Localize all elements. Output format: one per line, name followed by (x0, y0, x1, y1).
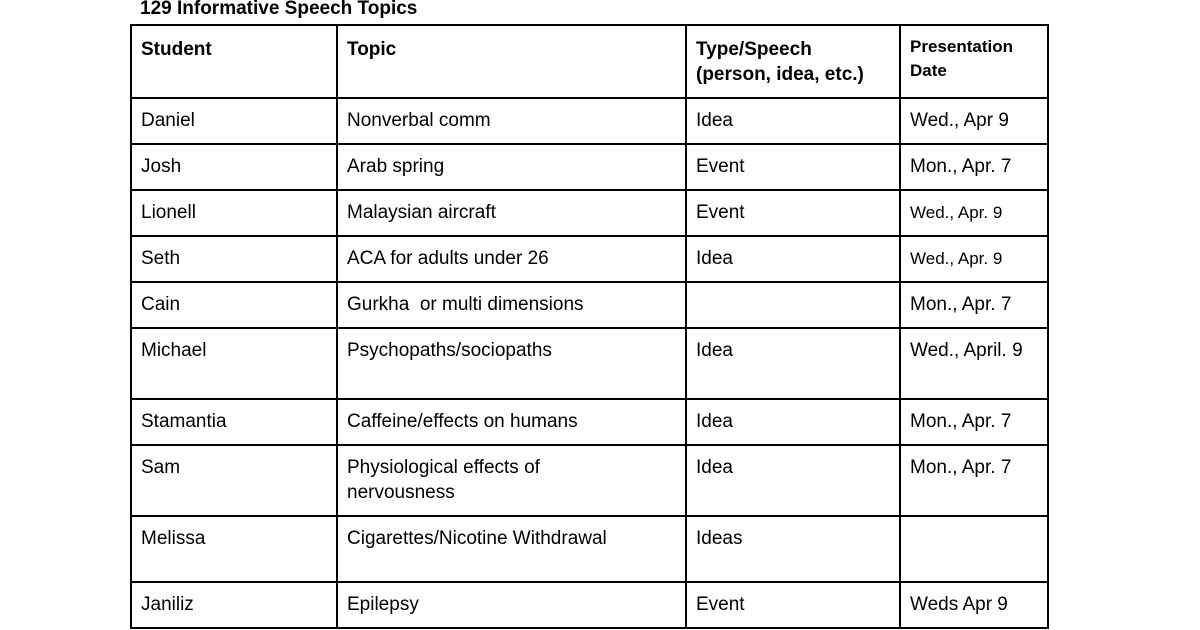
cell-student: Josh (131, 144, 337, 190)
cell-type: Event (686, 190, 900, 236)
cell-topic: Psychopaths/sociopaths (337, 328, 686, 399)
cell-type: Idea (686, 399, 900, 445)
cell-student: Sam (131, 445, 337, 516)
cell-type: Event (686, 582, 900, 628)
cell-date: Wed., Apr. 9 (900, 190, 1048, 236)
table-row (131, 190, 1048, 236)
table-row (131, 445, 1048, 516)
header-topic: Topic (337, 25, 686, 98)
table-row (131, 236, 1048, 282)
cell-date: Weds Apr 9 (900, 582, 1048, 628)
cell-type: Idea (686, 236, 900, 282)
cell-type: Idea (686, 445, 900, 516)
cell-student: Daniel (131, 98, 337, 144)
cell-type: Event (686, 144, 900, 190)
header-student: Student (131, 25, 337, 98)
cell-topic: Physiological effects of nervousness (337, 445, 686, 516)
cell-student: Lionell (131, 190, 337, 236)
table-row (131, 582, 1048, 628)
cell-date: Mon., Apr. 7 (900, 445, 1048, 516)
cell-student: Stamantia (131, 399, 337, 445)
cell-student: Janiliz (131, 582, 337, 628)
cell-type: Idea (686, 328, 900, 399)
cell-date (900, 516, 1048, 582)
cell-date: Mon., Apr. 7 (900, 399, 1048, 445)
cell-topic: Nonverbal comm (337, 98, 686, 144)
header-type: Type/Speech (person, idea, etc.) (686, 25, 900, 98)
cell-topic: ACA for adults under 26 (337, 236, 686, 282)
cell-topic: Caffeine/effects on humans (337, 399, 686, 445)
cell-date: Wed., Apr. 9 (900, 236, 1048, 282)
cell-date: Mon., Apr. 7 (900, 282, 1048, 328)
cell-type: Ideas (686, 516, 900, 582)
table-row (131, 399, 1048, 445)
table-row (131, 282, 1048, 328)
speech-topics-table (130, 24, 1049, 629)
table-row (131, 516, 1048, 582)
cell-topic: Epilepsy (337, 582, 686, 628)
cell-topic: Gurkha or multi dimensions (337, 282, 686, 328)
table-row (131, 328, 1048, 399)
cell-student: Melissa (131, 516, 337, 582)
table-row (131, 144, 1048, 190)
cell-student: Seth (131, 236, 337, 282)
cell-topic: Arab spring (337, 144, 686, 190)
cell-student: Cain (131, 282, 337, 328)
cell-topic: Malaysian aircraft (337, 190, 686, 236)
cell-topic: Cigarettes/Nicotine Withdrawal (337, 516, 686, 582)
table-row (131, 98, 1048, 144)
header-presentation-date: Presentation Date (900, 25, 1048, 98)
cell-date: Mon., Apr. 7 (900, 144, 1048, 190)
document-title: 129 Informative Speech Topics (140, 0, 418, 19)
header-row (131, 25, 1048, 98)
cell-type: Idea (686, 98, 900, 144)
cell-date: Wed., Apr 9 (900, 98, 1048, 144)
cell-type (686, 282, 900, 328)
cell-student: Michael (131, 328, 337, 399)
cell-date: Wed., April. 9 (900, 328, 1048, 399)
